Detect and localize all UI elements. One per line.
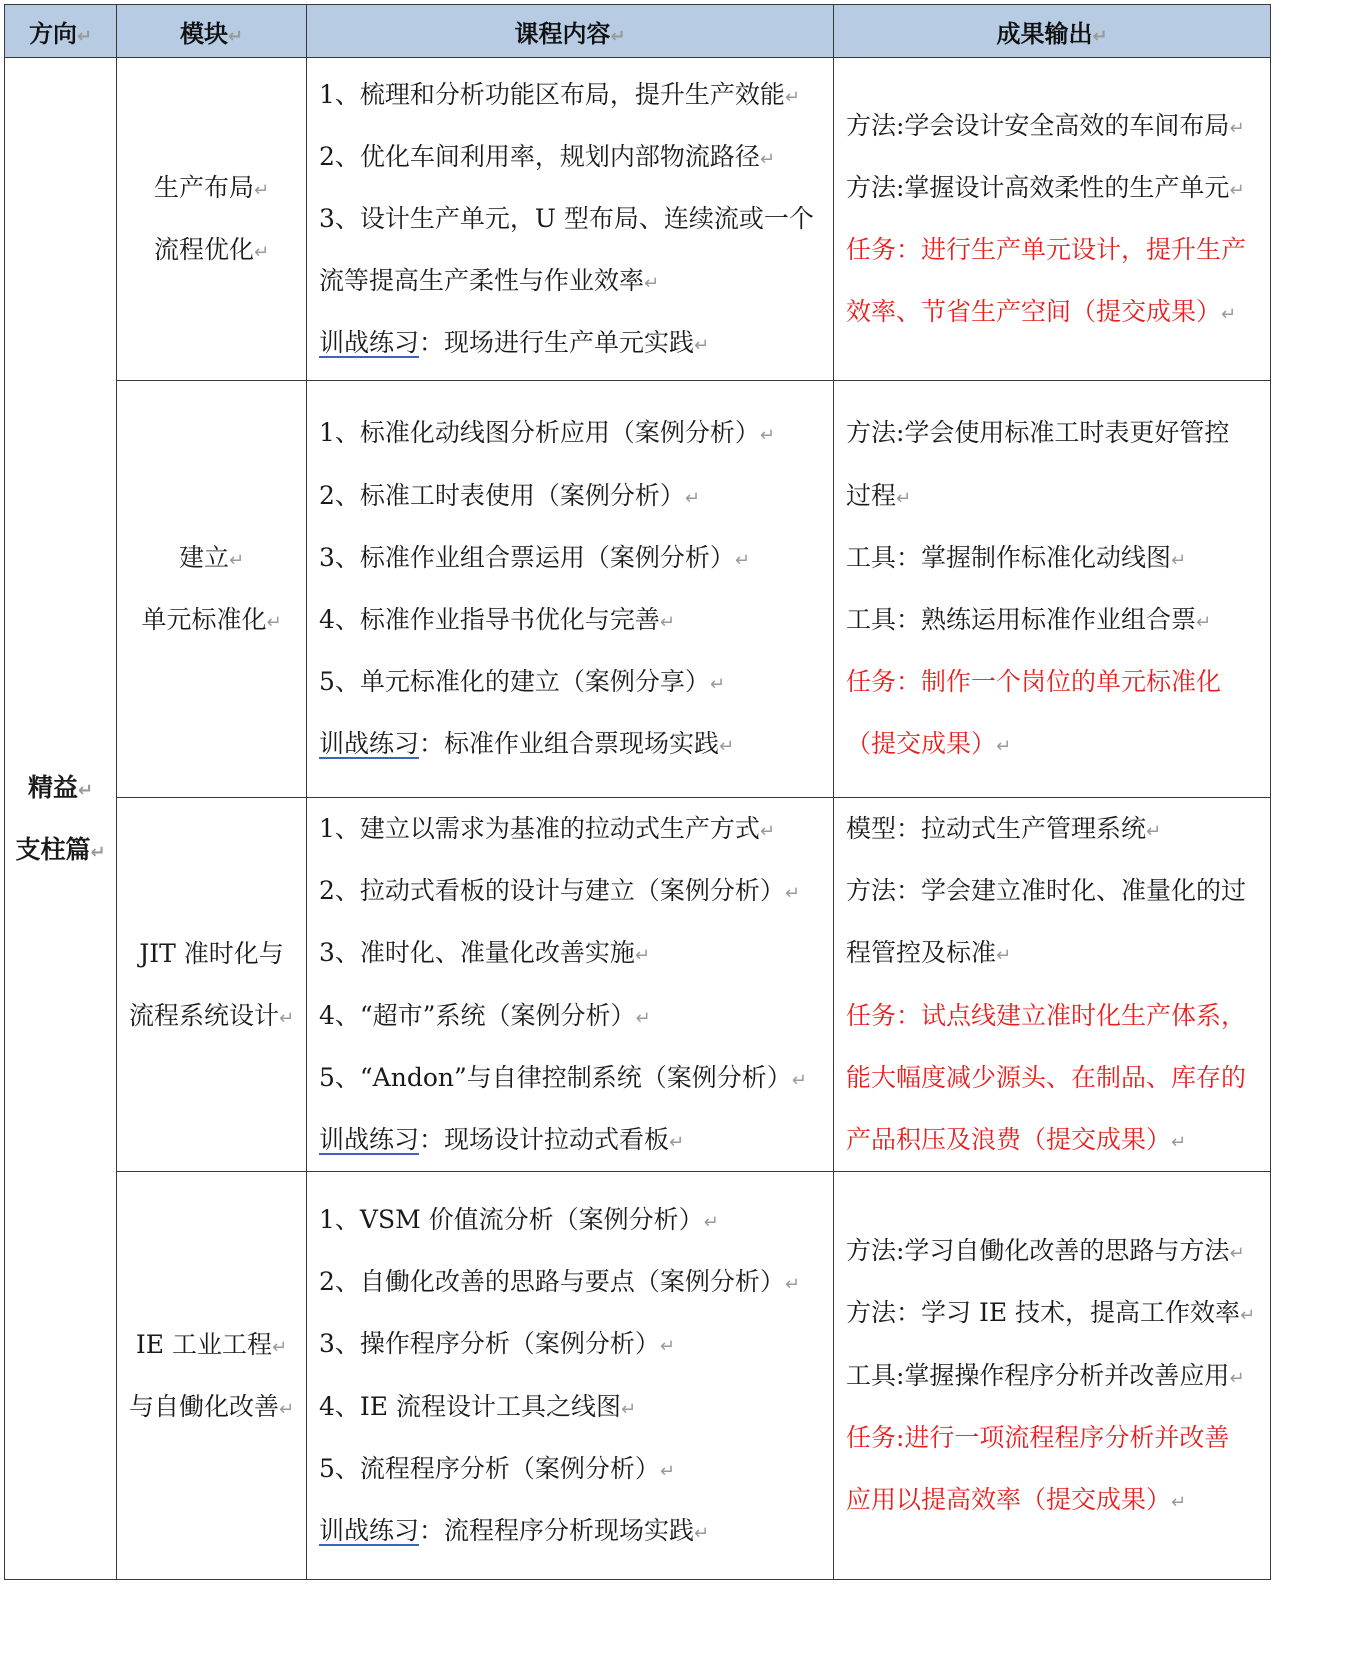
module-name-line: 单元标准化 — [141, 605, 267, 634]
module-name-line: 流程系统设计 — [128, 1000, 279, 1030]
content-cell — [307, 58, 834, 381]
return-mark-icon — [660, 1461, 675, 1482]
practice-text: ：标准作业组合票现场实践 — [419, 729, 720, 759]
return-mark-icon — [996, 736, 1011, 757]
return-mark-icon — [279, 1008, 294, 1029]
return-mark-icon — [1171, 1492, 1186, 1513]
output-line: 模型：拉动式生产管理系统 — [846, 814, 1147, 843]
course-table — [4, 4, 1271, 1580]
content-line: 2、优化车间利用率，规划内部物流路径 — [319, 141, 760, 171]
return-mark-icon — [785, 883, 800, 904]
return-mark-icon — [254, 180, 269, 201]
module-cell — [117, 798, 307, 1172]
module-name-line: 流程优化 — [153, 235, 254, 264]
content-line: 2、标准工时表使用（案例分析） — [319, 480, 685, 510]
practice-text: ：流程程序分析现场实践 — [419, 1516, 695, 1545]
practice-label: 训战练习 — [319, 328, 420, 358]
module-name-line: 与自働化改善 — [128, 1391, 279, 1421]
content-line: 4、“超市”系统（案例分析） — [319, 1000, 636, 1030]
return-mark-icon — [272, 1337, 287, 1358]
output-line: 方法:学会使用标准工时表更好管控 — [846, 418, 1230, 448]
module-name-line: IE 工业工程 — [135, 1329, 272, 1359]
return-mark-icon — [1229, 1368, 1244, 1389]
return-mark-icon — [229, 550, 244, 571]
return-mark-icon — [1229, 118, 1244, 139]
table-row — [5, 1172, 1271, 1580]
content-line: 3、设计生产单元，U 型布局、连续流或一个 — [319, 203, 814, 233]
module-name-line: 生产布局 — [153, 173, 254, 202]
return-mark-icon — [90, 842, 105, 863]
table-row — [5, 381, 1271, 798]
content-line: 2、拉动式看板的设计与建立（案例分析） — [319, 876, 785, 906]
header-direction: 方向 ↵ — [5, 5, 117, 58]
return-mark-icon — [644, 273, 659, 294]
output-cell — [834, 58, 1271, 381]
return-mark-icon — [266, 612, 281, 633]
return-mark-icon — [996, 945, 1011, 966]
practice-label: 训战练习 — [319, 729, 420, 759]
return-mark-icon — [694, 1523, 709, 1544]
direction-cell — [5, 58, 117, 1580]
header-row — [5, 5, 1271, 58]
content-line: 1、VSM 价值流分析（案例分析） — [319, 1205, 704, 1235]
module-cell — [117, 381, 307, 798]
return-mark-icon — [785, 1274, 800, 1295]
output-line: 方法：学习 IE 技术，提高工作效率 — [846, 1298, 1241, 1328]
output-line: 方法:学会设计安全高效的车间布局 — [846, 110, 1230, 140]
return-mark-icon — [1221, 304, 1236, 325]
content-line: 1、梳理和分析功能区布局，提升生产效能 — [319, 79, 785, 109]
return-mark-icon — [1229, 180, 1244, 201]
task-line: （提交成果） — [846, 729, 997, 759]
content-line: 5、流程程序分析（案例分析） — [319, 1453, 660, 1483]
return-mark-icon — [660, 612, 675, 633]
task-line: 应用以提高效率（提交成果） — [846, 1484, 1172, 1514]
table-row — [5, 798, 1271, 1172]
output-line: 工具：掌握制作标准化动线图 — [846, 542, 1172, 572]
practice-label: 训战练习 — [319, 1516, 420, 1545]
content-line: 3、准时化、准量化改善实施 — [319, 938, 635, 968]
return-mark-icon — [669, 1132, 684, 1153]
return-mark-icon — [719, 736, 734, 757]
content-line: 1、标准化动线图分析应用（案例分析） — [319, 418, 760, 448]
content-line: 3、标准作业组合票运用（案例分析） — [319, 542, 735, 572]
content-line: 5、单元标准化的建立（案例分享） — [319, 667, 710, 697]
practice-text: ：现场设计拉动式看板 — [419, 1124, 670, 1154]
header-content: 课程内容 ↵ — [307, 5, 834, 58]
return-mark-icon — [1171, 1132, 1186, 1153]
return-mark-icon — [228, 26, 243, 47]
output-line: 过程 — [846, 480, 897, 510]
return-mark-icon — [1092, 26, 1107, 47]
output-line: 方法:学习自働化改善的思路与方法 — [846, 1236, 1230, 1266]
return-mark-icon — [694, 335, 709, 356]
task-line: 任务：试点线建立准时化生产体系， — [846, 1000, 1247, 1030]
return-mark-icon — [635, 1008, 650, 1029]
task-line: 任务：进行生产单元设计，提升生产 — [846, 235, 1247, 264]
content-line: 1、建立以需求为基准的拉动式生产方式 — [319, 814, 760, 843]
return-mark-icon — [685, 488, 700, 509]
content-cell — [307, 381, 834, 798]
return-mark-icon — [896, 488, 911, 509]
content-line: 3、操作程序分析（案例分析） — [319, 1329, 660, 1359]
direction-line: 支柱篇 ↵ — [5, 819, 116, 881]
return-mark-icon — [1146, 821, 1161, 842]
output-line: 方法：学会建立准时化、准量化的过 — [846, 876, 1247, 906]
output-cell — [834, 1172, 1271, 1580]
module-cell — [117, 58, 307, 381]
return-mark-icon — [610, 26, 625, 47]
return-mark-icon — [760, 149, 775, 170]
output-line: 工具：熟练运用标准作业组合票 — [846, 605, 1197, 634]
return-mark-icon — [704, 1212, 719, 1233]
return-mark-icon — [1196, 612, 1211, 633]
return-mark-icon — [792, 1070, 807, 1091]
return-mark-icon — [1229, 1243, 1244, 1264]
content-line: 流等提高生产柔性与作业效率 — [319, 266, 645, 296]
return-mark-icon — [78, 780, 93, 801]
return-mark-icon — [635, 945, 650, 966]
task-line: 产品积压及浪费（提交成果） — [846, 1124, 1172, 1154]
output-line: 程管控及标准 — [846, 938, 997, 968]
content-cell — [307, 1172, 834, 1580]
return-mark-icon — [735, 550, 750, 571]
return-mark-icon — [77, 26, 92, 47]
module-name-line: JIT 准时化与 — [139, 938, 284, 968]
header-output: 成果输出 ↵ — [834, 5, 1271, 58]
output-line: 工具:掌握操作程序分析并改善应用 — [846, 1360, 1230, 1390]
return-mark-icon — [785, 87, 800, 108]
return-mark-icon — [279, 1399, 294, 1420]
content-cell — [307, 798, 834, 1172]
output-cell — [834, 798, 1271, 1172]
module-name-line: 建立 — [178, 543, 229, 572]
direction-line: 精益 ↵ — [5, 757, 116, 819]
output-line: 方法:掌握设计高效柔性的生产单元 — [846, 172, 1230, 202]
task-line: 任务:进行一项流程程序分析并改善 — [846, 1422, 1230, 1452]
content-line: 2、自働化改善的思路与要点（案例分析） — [319, 1267, 785, 1297]
task-line: 能大幅度减少源头、在制品、库存的 — [846, 1062, 1247, 1092]
return-mark-icon — [760, 425, 775, 446]
task-line: 效率、节省生产空间（提交成果） — [846, 297, 1222, 327]
return-mark-icon — [1240, 1305, 1255, 1326]
return-mark-icon — [1171, 550, 1186, 571]
return-mark-icon — [660, 1336, 675, 1357]
content-line: 4、标准作业指导书优化与完善 — [319, 605, 660, 634]
output-cell — [834, 381, 1271, 798]
return-mark-icon — [710, 674, 725, 695]
practice-label: 训战练习 — [319, 1124, 420, 1154]
content-line: 5、“Andon”与自律控制系统（案例分析） — [319, 1062, 792, 1092]
task-line: 任务：制作一个岗位的单元标准化 — [846, 667, 1222, 697]
return-mark-icon — [760, 821, 775, 842]
return-mark-icon — [254, 242, 269, 263]
table-row — [5, 58, 1271, 381]
practice-text: ：现场进行生产单元实践 — [419, 328, 695, 358]
module-cell — [117, 1172, 307, 1580]
return-mark-icon — [621, 1399, 636, 1420]
header-module: 模块 ↵ — [117, 5, 307, 58]
content-line: 4、IE 流程设计工具之线图 — [319, 1391, 621, 1421]
